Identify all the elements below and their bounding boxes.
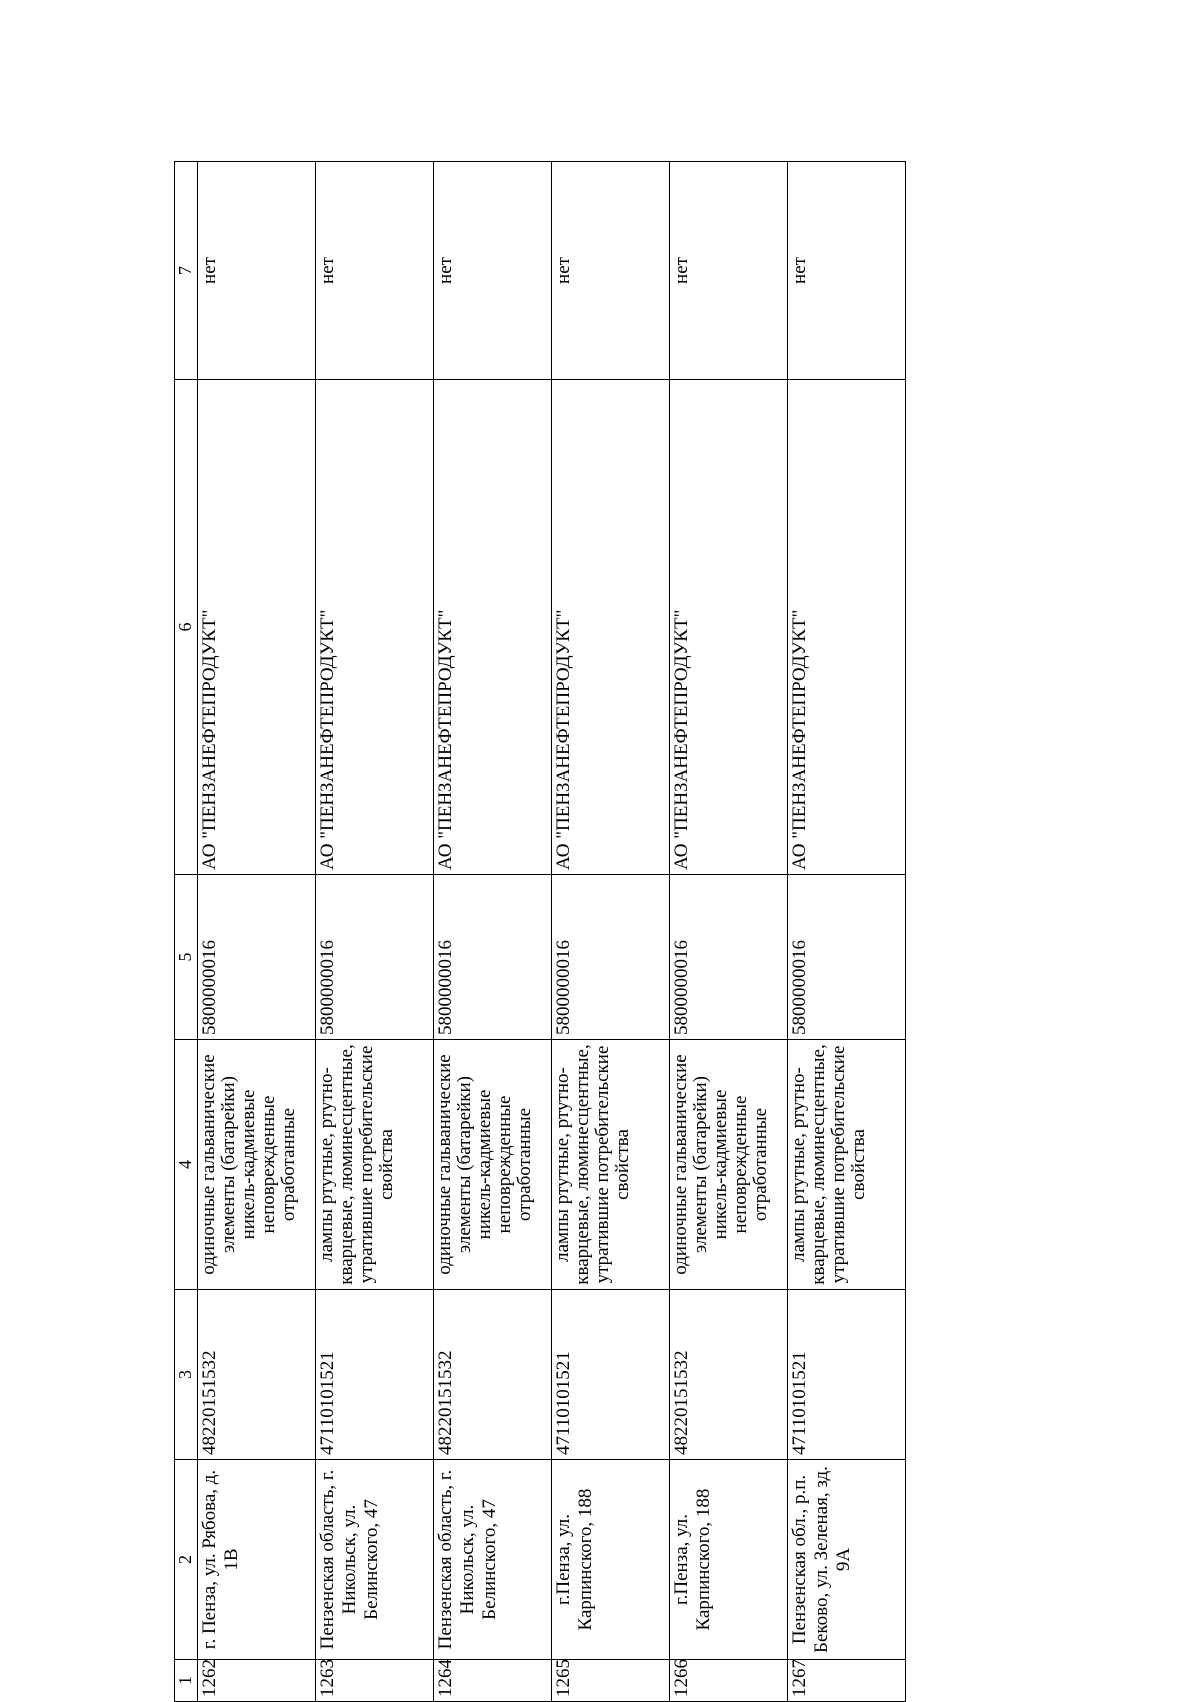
flag-cell: нет xyxy=(788,162,906,380)
column-number: 1 xyxy=(175,1660,198,1702)
organization-cell: АО "ПЕНЗАНЕФТЕПРОДУКТ" xyxy=(552,380,670,875)
row-number: 1262 xyxy=(198,1660,316,1702)
table-row xyxy=(316,162,434,1702)
column-number: 7 xyxy=(175,162,198,380)
row-number: 1264 xyxy=(434,1660,552,1702)
address-cell: г. Пенза, ул. Рябова, д. 1В xyxy=(198,1460,316,1660)
rotated-table-wrapper xyxy=(174,162,994,1702)
inn-cell: 5800000016 xyxy=(552,875,670,1040)
column-number: 5 xyxy=(175,875,198,1040)
flag-cell: нет xyxy=(552,162,670,380)
table-row xyxy=(552,162,670,1702)
fkko-code-cell: 48220151532 xyxy=(198,1290,316,1460)
inn-cell: 5800000016 xyxy=(670,875,788,1040)
inn-cell: 5800000016 xyxy=(788,875,906,1040)
table-row xyxy=(670,162,788,1702)
address-cell: г.Пенза, ул. Карпинского, 188 xyxy=(670,1460,788,1660)
waste-name-cell: лампы ртутные, ртутно-кварцевые, люминесцентные, утратившие потребительские свойства xyxy=(788,1040,906,1290)
column-number-row xyxy=(175,162,198,1702)
organization-cell: АО "ПЕНЗАНЕФТЕПРОДУКТ" xyxy=(670,380,788,875)
row-number: 1265 xyxy=(552,1660,670,1702)
waste-name-cell: одиночные гальванические элементы (батарейки) никель-кадмиевые неповрежденные отработанные xyxy=(434,1040,552,1290)
address-cell: Пензенская область, г. Никольск, ул. Белинского, 47 xyxy=(316,1460,434,1660)
address-cell: Пензенская обл., р.п. Беково, ул. Зеленая, зд. 9А xyxy=(788,1460,906,1660)
fkko-code-cell: 47110101521 xyxy=(552,1290,670,1460)
fkko-code-cell: 47110101521 xyxy=(788,1290,906,1460)
fkko-code-cell: 48220151532 xyxy=(434,1290,552,1460)
row-number: 1263 xyxy=(316,1660,434,1702)
inn-cell: 5800000016 xyxy=(198,875,316,1040)
inn-cell: 5800000016 xyxy=(434,875,552,1040)
flag-cell: нет xyxy=(434,162,552,380)
waste-registry-table xyxy=(174,161,906,1702)
fkko-code-cell: 47110101521 xyxy=(316,1290,434,1460)
organization-cell: АО "ПЕНЗАНЕФТЕПРОДУКТ" xyxy=(198,380,316,875)
flag-cell: нет xyxy=(198,162,316,380)
address-cell: Пензенская область, г. Никольск, ул. Белинского, 47 xyxy=(434,1460,552,1660)
table-row xyxy=(434,162,552,1702)
waste-name-cell: лампы ртутные, ртутно-кварцевые, люминесцентные, утратившие потребительские свойства xyxy=(316,1040,434,1290)
waste-name-cell: одиночные гальванические элементы (батарейки) никель-кадмиевые неповрежденные отработанные xyxy=(670,1040,788,1290)
waste-name-cell: лампы ртутные, ртутно-кварцевые, люминесцентные, утратившие потребительские свойства xyxy=(552,1040,670,1290)
table-row xyxy=(198,162,316,1702)
organization-cell: АО "ПЕНЗАНЕФТЕПРОДУКТ" xyxy=(316,380,434,875)
organization-cell: АО "ПЕНЗАНЕФТЕПРОДУКТ" xyxy=(434,380,552,875)
column-number: 6 xyxy=(175,380,198,875)
row-number: 1267 xyxy=(788,1660,906,1702)
organization-cell: АО "ПЕНЗАНЕФТЕПРОДУКТ" xyxy=(788,380,906,875)
inn-cell: 5800000016 xyxy=(316,875,434,1040)
column-number: 2 xyxy=(175,1460,198,1660)
waste-name-cell: одиночные гальванические элементы (батарейки) никель-кадмиевые неповрежденные отработанные xyxy=(198,1040,316,1290)
column-number: 3 xyxy=(175,1290,198,1460)
address-cell: г.Пенза, ул. Карпинского, 188 xyxy=(552,1460,670,1660)
column-number: 4 xyxy=(175,1040,198,1290)
flag-cell: нет xyxy=(316,162,434,380)
table-row xyxy=(788,162,906,1702)
row-number: 1266 xyxy=(670,1660,788,1702)
flag-cell: нет xyxy=(670,162,788,380)
fkko-code-cell: 48220151532 xyxy=(670,1290,788,1460)
